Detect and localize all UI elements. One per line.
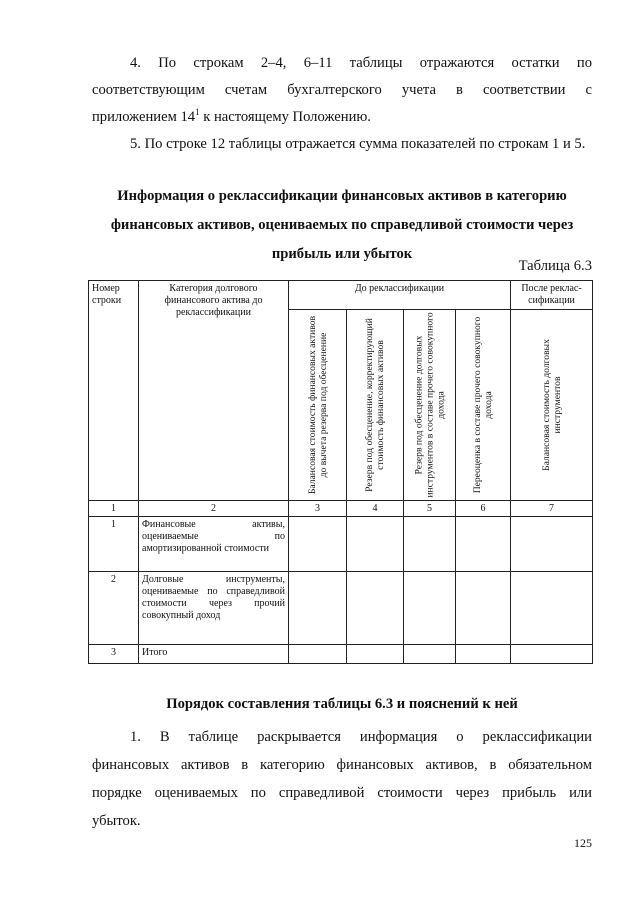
column-number-row (89, 501, 593, 517)
paragraph-4-line-3 (92, 104, 592, 131)
row-label: Финансовые активы, оцениваемые по амортизированной стоимости (139, 517, 289, 572)
paragraph-5-line: 5. По строке 12 таблицы отражается сумма показателей по строкам 1 и 5. (130, 136, 586, 152)
section-heading (92, 182, 592, 269)
column-number: 3 (289, 501, 347, 517)
table-row (89, 645, 593, 664)
paragraph-5 (92, 131, 592, 158)
section-heading-line-2: финансовых активов, оцениваемых по справедливой стоимости через (110, 217, 574, 233)
row-number: 3 (89, 645, 139, 664)
paragraph-1-procedure (92, 723, 592, 835)
column-number: 2 (139, 501, 289, 517)
header-col-4 (347, 310, 404, 501)
header-after-reclassification: После реклас-сификации (511, 281, 593, 310)
table-cell (456, 645, 511, 664)
procedure-line-3: порядке оцениваемых по справедливой стоимости через прибыль или (92, 785, 592, 801)
table-cell (289, 517, 347, 572)
header-col-5 (404, 310, 456, 501)
row-number: 1 (89, 517, 139, 572)
column-number: 6 (456, 501, 511, 517)
header-col-3 (289, 310, 347, 501)
table-caption: Таблица 6.3 (518, 258, 592, 274)
table-cell (289, 645, 347, 664)
table-cell (347, 645, 404, 664)
section-heading-line-3: прибыль или убыток (271, 246, 413, 262)
table-row (89, 517, 593, 572)
table-cell (347, 572, 404, 645)
header-col-6 (456, 310, 511, 501)
row-label: Долговые инструменты, оцениваемые по справедливой стоимости через прочий совокупный доход (139, 572, 289, 645)
row-number: 2 (89, 572, 139, 645)
table-cell (404, 645, 456, 664)
table-row (89, 572, 593, 645)
procedure-heading: Порядок составления таблицы 6.3 и пояснений к ней (166, 696, 518, 712)
section-heading-line-1: Информация о реклассификации финансовых активов в категорию (117, 188, 567, 204)
procedure-line-2: финансовых активов в категорию финансовых активов, в обязательном (92, 757, 592, 773)
table-cell (404, 572, 456, 645)
header-col-6-text: Переоценка в составе прочего совокупного дохода (472, 316, 494, 494)
table-cell (404, 517, 456, 572)
row-label: Итого (139, 645, 289, 664)
header-col-7 (511, 310, 593, 501)
column-number: 1 (89, 501, 139, 517)
procedure-line-4: убыток. (92, 813, 141, 829)
table-cell (456, 517, 511, 572)
column-number: 4 (347, 501, 404, 517)
table-cell (456, 572, 511, 645)
procedure-line-1: 1. В таблице раскрывается информация о реклассификации (130, 729, 592, 745)
paragraph-4 (92, 50, 592, 131)
table-cell (347, 517, 404, 572)
header-col-5-text: Резерв под обесценение долговых инструментов в составе прочего совокупного дохода (413, 312, 446, 498)
paragraph-4-line-2: соответствующим счетам бухгалтерского учета в соответствии с (92, 82, 592, 98)
header-before-reclassification: До реклассификации (289, 281, 511, 310)
paragraph-4-line-3-tail: к настоящему Положению. (199, 109, 371, 125)
table-cell (289, 572, 347, 645)
reclassification-table (88, 280, 593, 664)
header-col-3-text: Балансовая стоимость финансовых активов до вычета резерва под обесценение (306, 315, 329, 495)
column-number: 7 (511, 501, 593, 517)
footnote-marker: 1 (195, 107, 200, 117)
table-cell (511, 517, 593, 572)
paragraph-4-line-3-text: приложением 14 (92, 109, 196, 125)
page-number: 125 (574, 836, 592, 850)
column-number: 5 (404, 501, 456, 517)
table-cell (511, 645, 593, 664)
paragraph-4-line-1: 4. По строкам 2–4, 6–11 таблицы отражаются остатки по (130, 55, 592, 71)
header-col-4-text: Резерв под обесценение, корректирующий стоимость финансовых активов (364, 318, 386, 492)
header-row-number: Номер строки (89, 281, 139, 501)
header-category: Категория долгового финансового актива до реклассификации (139, 281, 289, 501)
table-cell (511, 572, 593, 645)
header-col-7-text: Балансовая стоимость долговых инструментов (540, 339, 563, 471)
